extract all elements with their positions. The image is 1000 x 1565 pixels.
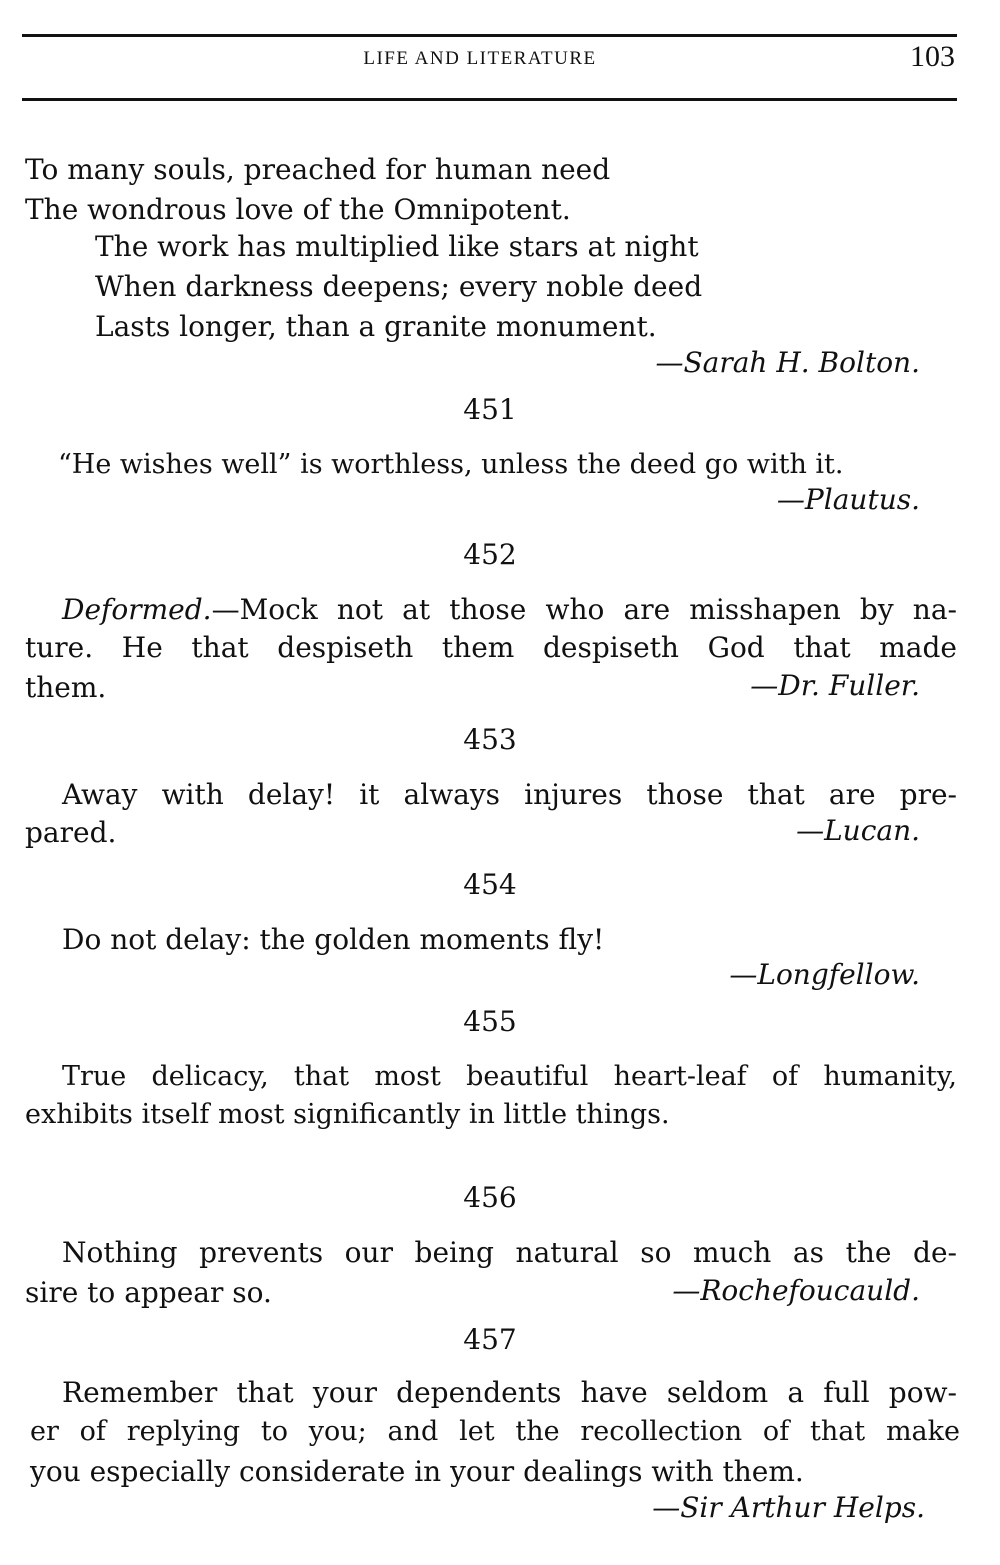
entry-number: 455 [463, 1005, 517, 1038]
attribution: —Lucan. [796, 814, 920, 847]
entry-text: ture. He that despiseth them despiseth God that made [25, 631, 957, 664]
entry-number: 456 [463, 1181, 517, 1214]
attribution: —Rochefoucauld. [672, 1274, 920, 1307]
entry-text: them. [25, 671, 107, 704]
attribution: —Plautus. [776, 483, 920, 516]
verse-line: When darkness deepens; every noble deed [95, 270, 703, 303]
entry-number: 452 [463, 538, 517, 571]
entry-number: 454 [463, 868, 517, 901]
entry-text: “He wishes well” is worthless, unless the deed go with it. [58, 449, 844, 480]
entry-text: True delicacy, that most beautiful heart-leaf of humanity, [62, 1061, 957, 1092]
entry-number: 451 [463, 393, 517, 426]
attribution: —Sir Arthur Helps. [652, 1491, 925, 1524]
entry-number: 453 [463, 723, 517, 756]
attribution: —Sarah H. Bolton. [655, 346, 920, 379]
entry-text: Remember that your dependents have seldom a full pow- [62, 1376, 957, 1409]
entry-text: Away with delay! it always injures those that are pre- [62, 778, 957, 811]
entry-lead: Deformed. [62, 593, 212, 626]
entry-text: Deformed.—Mock not at those who are misshapen by na- [62, 593, 957, 626]
entry-text: you especially considerate in your dealings with them. [30, 1455, 804, 1488]
entry-text: pared. [25, 816, 117, 849]
attribution: —Longfellow. [729, 958, 920, 991]
entry-number: 457 [463, 1323, 517, 1356]
entry-text: Do not delay: the golden moments fly! [62, 923, 605, 956]
header-rule [22, 98, 957, 101]
attribution: —Dr. Fuller. [750, 669, 920, 702]
running-title: LIFE AND LITERATURE [363, 48, 597, 69]
verse-line: To many souls, preached for human need [25, 153, 611, 186]
entry-text: exhibits itself most significantly in little things. [25, 1099, 670, 1130]
verse-line: The wondrous love of the Omnipotent. [25, 193, 571, 226]
entry-text: sire to appear so. [25, 1276, 272, 1309]
page-number: 103 [910, 40, 955, 73]
top-rule [22, 34, 957, 37]
entry-text: er of replying to you; and let the recollection of that make [30, 1416, 960, 1447]
entry-text: Nothing prevents our being natural so much as the de- [62, 1236, 957, 1269]
verse-line: The work has multiplied like stars at night [95, 230, 699, 263]
verse-line: Lasts longer, than a granite monument. [95, 310, 657, 343]
